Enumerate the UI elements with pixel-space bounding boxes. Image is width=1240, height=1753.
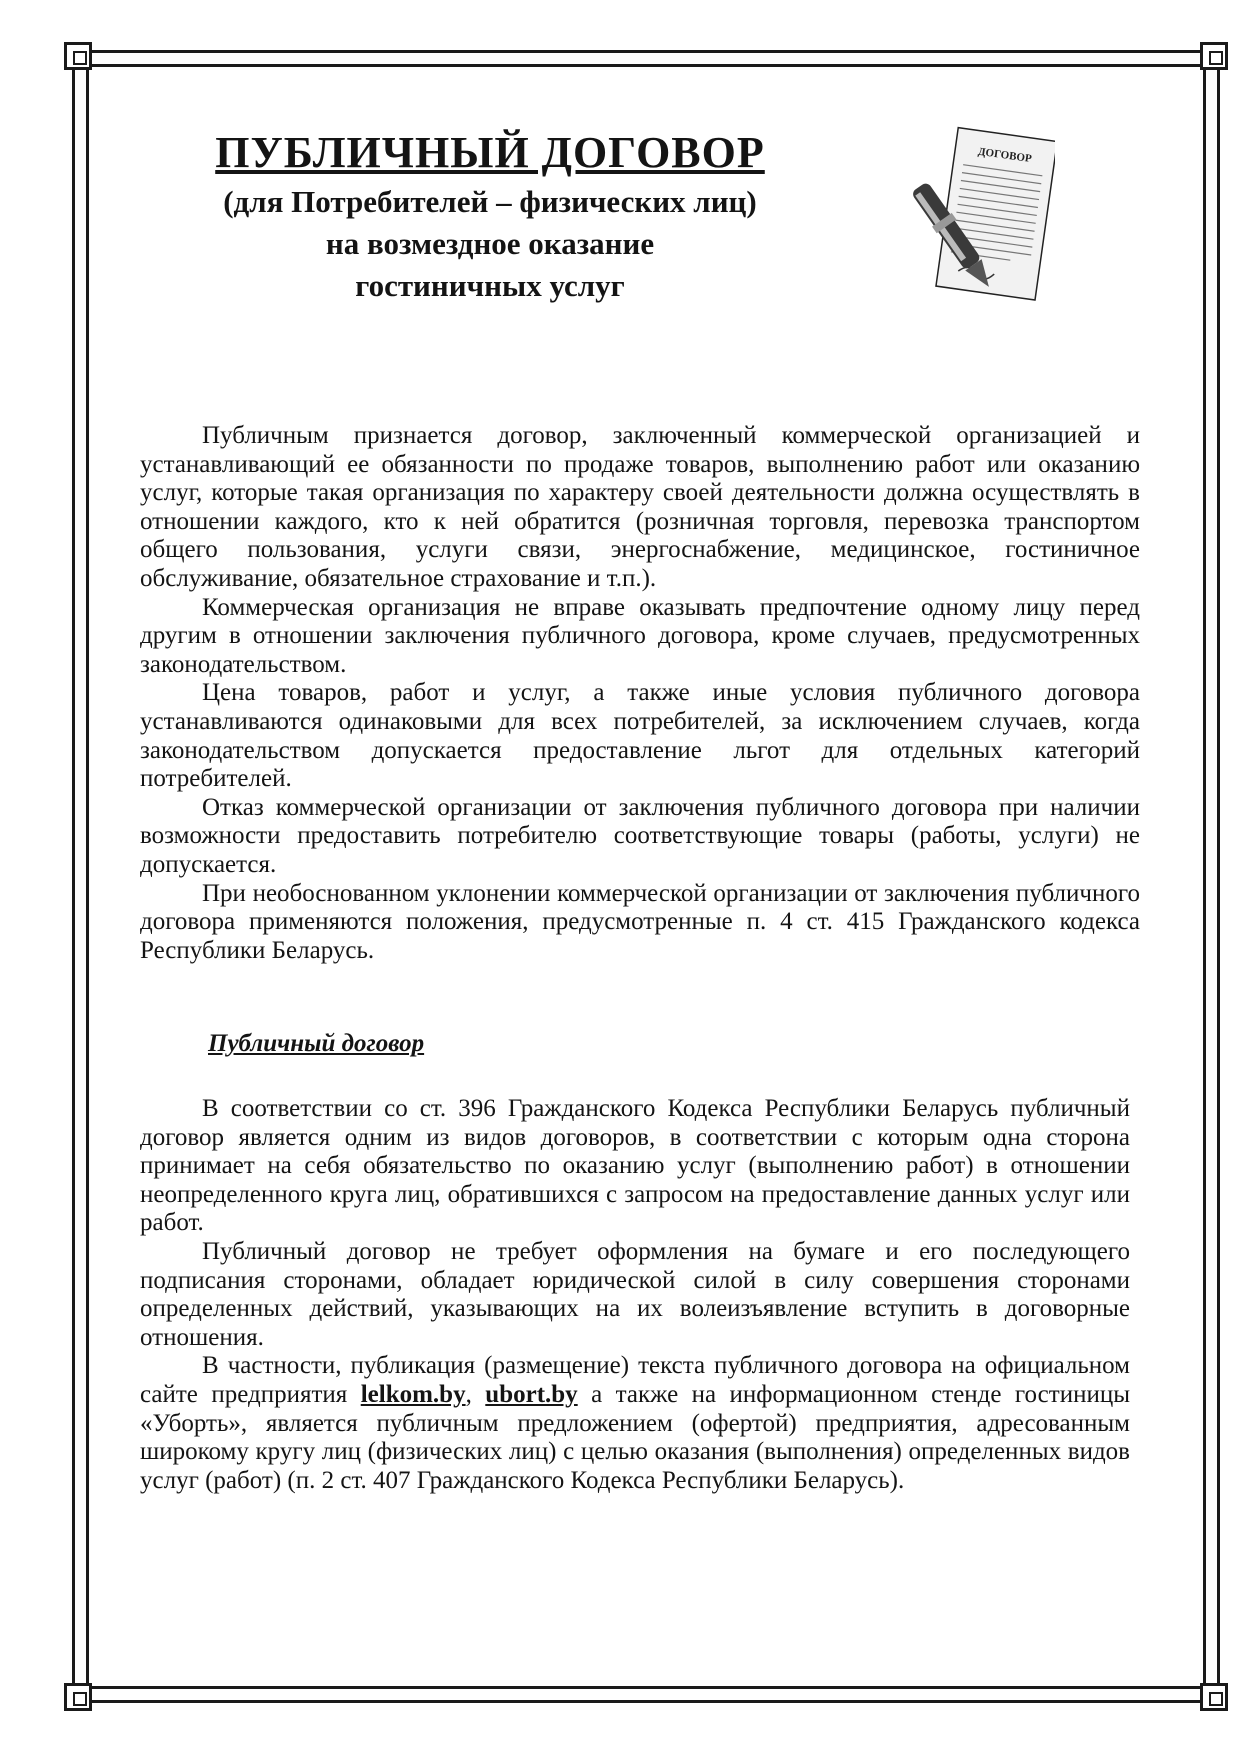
paragraph: В соответствии со ст. 396 Гражданского Кодекса Республики Беларусь публичный договор является одним из видов договоров, в соответствии с которым одна сторона принимает на себя обязательство по оказанию услуг (выполнению работ) в отношении неопределенного круга лиц, обратившихся с запросом на предоставление данных услуг или работ. bbox=[140, 1095, 1130, 1237]
section-text bbox=[140, 1095, 1130, 1495]
paper-label: ДОГОВОР bbox=[977, 145, 1033, 166]
paragraph: Цена товаров, работ и услуг, а также иные условия публичного договора устанавливаются одинаковыми для всех потребителей, за исключением случаев, когда законодательством допускается предоставление льгот для отдельных категорий потребителей. bbox=[140, 679, 1140, 793]
paragraph: Публичный договор не требует оформления на бумаге и его последующего подписания сторонами, обладает юридической силой в силу совершения сторонами определенных действий, указывающих на их волеизъявление вступить в договорные отношения. bbox=[140, 1237, 1130, 1351]
paragraph-text: а также на информационном стенде гостиницы «Уборть», является публичным предложением (офертой) предприятия, адресованным широкому кругу лиц (физических лиц) с целью оказания (выполнения) определенных видов услуг (работ) (п. 2 ст. 407 Гражданского Кодекса Республики Беларусь). bbox=[140, 1380, 1131, 1494]
paragraph: Коммерческая организация не вправе оказывать предпочтение одному лицу перед другим в отношении заключения публичного договора, кроме случаев, предусмотренных законодательством. bbox=[140, 593, 1140, 678]
paragraph: Отказ коммерческой организации от заключения публичного договора при наличии возможности предоставить потребителю соответствующие товары (работы, услуги) не допускается. bbox=[140, 793, 1140, 878]
paragraph-text: В частности, публикация (размещение) текста публичного договора на официальном сайте предприятия bbox=[140, 1352, 1130, 1408]
border-corner-ornament bbox=[1200, 42, 1228, 70]
ubort-link[interactable]: ubort.by bbox=[485, 1380, 578, 1408]
title-main: ПУБЛИЧНЫЙ ДОГОВОР bbox=[215, 128, 765, 177]
paragraph-with-links bbox=[140, 1352, 1130, 1495]
separator: , bbox=[465, 1380, 486, 1408]
section-heading: Публичный договор bbox=[208, 1030, 425, 1057]
lelkom-link[interactable]: lelkom.by bbox=[360, 1380, 466, 1408]
paragraph: При необоснованном уклонении коммерческой организации от заключения публичного договора применяются положения, предусмотренные п. 4 ст. 415 Гражданского кодекса Республики Беларусь. bbox=[140, 879, 1140, 964]
border-corner-ornament bbox=[64, 42, 92, 70]
border-corner-ornament bbox=[64, 1683, 92, 1711]
title-line-2: (для Потребителей – физических лиц) bbox=[223, 184, 757, 219]
border-corner-ornament bbox=[1200, 1683, 1228, 1711]
title-line-4: гостиничных услуг bbox=[355, 268, 625, 303]
paragraph: Публичным признается договор, заключенный коммерческой организацией и устанавливающий ее обязанности по продаже товаров, выполнению работ или оказанию услуг, которые такая организация по характеру своей деятельности должна осуществлять в отношении каждого, кто к ней обратится (розничная торговля, перевозка транспортом общего пользования, услуги связи, энергоснабжение, медицинское, гостиничное обслуживание, обязательное страхование и т.п.). bbox=[140, 422, 1140, 592]
contract-with-pen-icon bbox=[905, 125, 1055, 335]
intro-text bbox=[140, 422, 1140, 965]
title-line-3: на возмездное оказание bbox=[325, 226, 655, 261]
document-title bbox=[150, 125, 830, 307]
